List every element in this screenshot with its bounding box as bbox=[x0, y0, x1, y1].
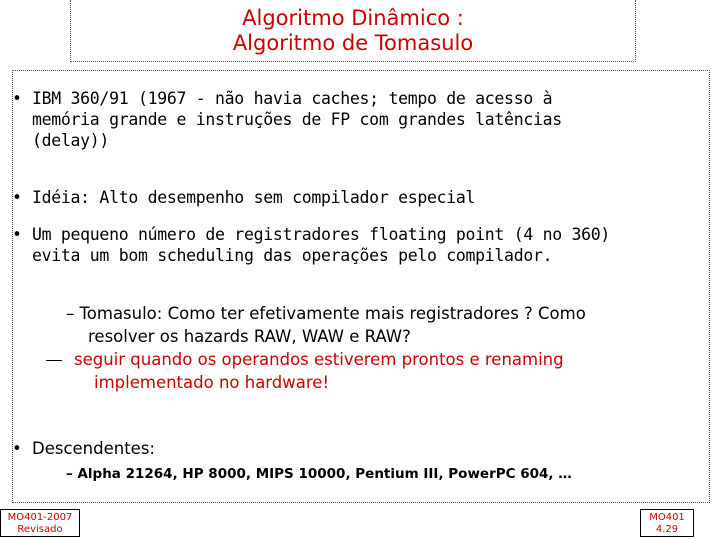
bullet-registradores bbox=[12, 224, 611, 266]
footer-page-box bbox=[640, 509, 694, 537]
answer-line-2: implementado no hardware! bbox=[94, 373, 330, 392]
bullet-ideia-line: Idéia: Alto desempenho sem compilador especial bbox=[32, 188, 476, 207]
tomasulo-line-1: – Tomasulo: Como ter efetivamente mais registradores ? Como bbox=[66, 304, 586, 323]
bullet-ibm-line-2: memória grande e instruções de FP com grandes latências bbox=[32, 110, 562, 129]
slide-title-line-1: Algoritmo Dinâmico : bbox=[242, 6, 464, 30]
bullet-ideia bbox=[12, 187, 476, 208]
bullet-registradores-line-1: Um pequeno número de registradores floating point (4 no 360) bbox=[32, 225, 611, 244]
descendentes-label: Descendentes: bbox=[32, 439, 155, 458]
bullet-dot: • bbox=[12, 225, 22, 244]
answer-line-1 bbox=[46, 348, 586, 371]
answer-text-1: seguir quando os operandos estiverem prontos e renaming bbox=[74, 350, 564, 369]
footer-left-line-2: Revisado bbox=[17, 524, 63, 535]
descendentes-list: – Alpha 21264, HP 8000, MIPS 10000, Pentium III, PowerPC 604, … bbox=[66, 466, 572, 482]
bullet-descendentes bbox=[12, 438, 155, 459]
sub-item-tomasulo bbox=[66, 302, 586, 394]
bullet-dot: • bbox=[12, 188, 22, 207]
tomasulo-line-2: resolver os hazards RAW, WAW e RAW? bbox=[88, 327, 411, 346]
title-box bbox=[70, 0, 636, 62]
bullet-registradores-line-2: evita um bom scheduling das operações pelo compilador. bbox=[32, 246, 553, 265]
long-dash-icon bbox=[46, 360, 62, 362]
footer-course-box bbox=[0, 509, 80, 537]
bullet-dot: • bbox=[12, 439, 22, 458]
bullet-ibm-360 bbox=[12, 88, 562, 151]
bullet-ibm-line-1: IBM 360/91 (1967 - não havia caches; tempo de acesso à bbox=[32, 89, 553, 108]
bullet-ibm-line-3: (delay)) bbox=[32, 131, 110, 150]
footer-left-line-1: MO401-2007 bbox=[7, 512, 73, 523]
footer-right-line-2: 4.29 bbox=[655, 524, 679, 535]
bullet-dot: • bbox=[12, 89, 22, 108]
slide-title-line-2: Algoritmo de Tomasulo bbox=[232, 31, 474, 55]
footer-right-line-1: MO401 bbox=[649, 512, 685, 523]
